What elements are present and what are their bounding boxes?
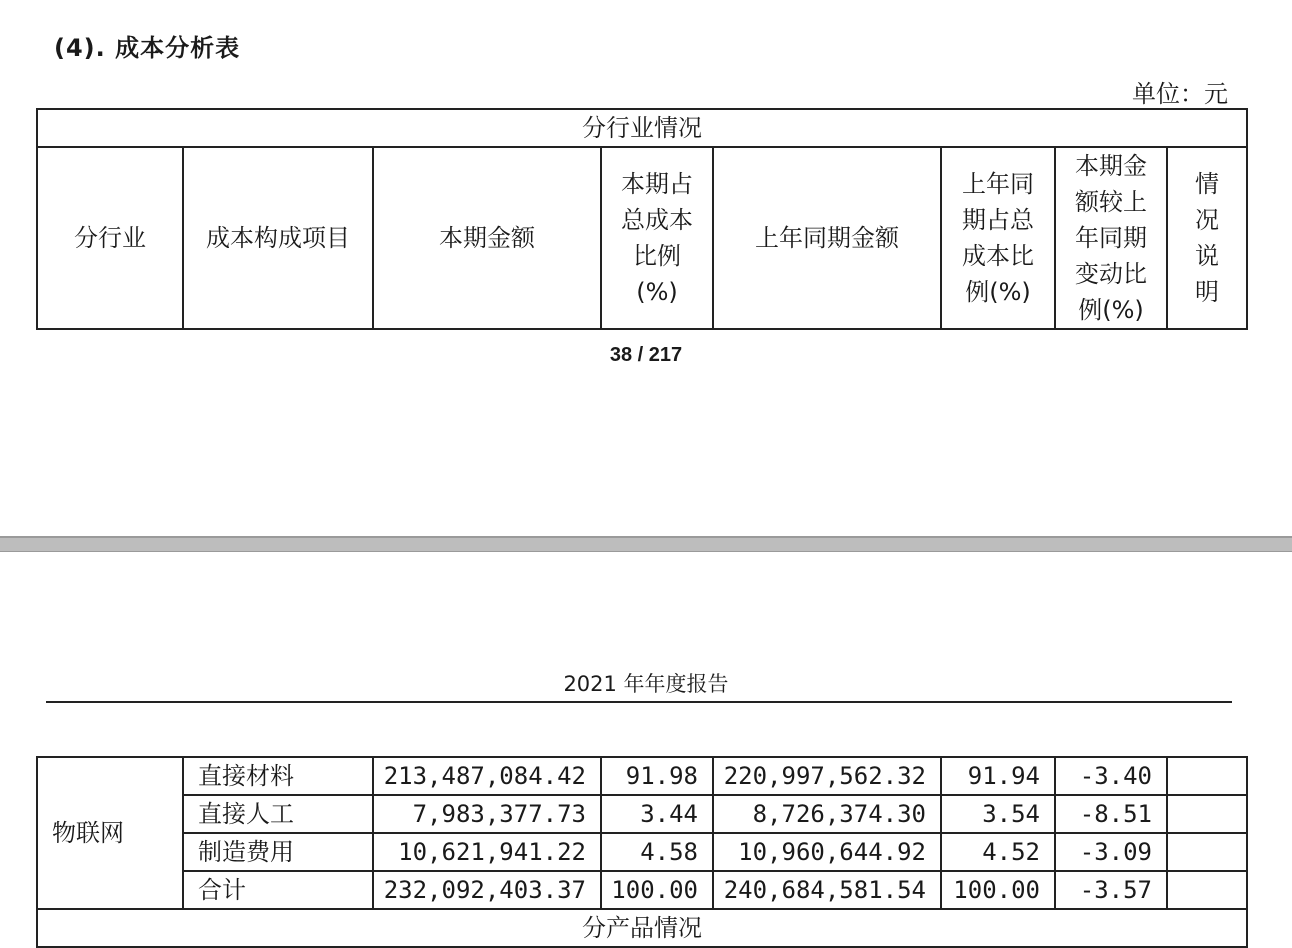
col-header-note [1167,147,1247,329]
prior-pct-cell: 4.52 [941,833,1055,871]
current-pct-cell: 100.00 [601,871,713,909]
col-header-label: 分行业 [74,224,146,252]
change-pct-cell: -3.40 [1055,757,1167,795]
cost-item-cell: 直接材料 [183,757,373,795]
note-cell [1167,871,1247,909]
col-header-industry [37,147,183,329]
col-header-current-pct [601,147,713,329]
page-separator [0,536,1292,552]
col-header-label: 上年同期金额 [755,224,899,252]
current-pct-cell: 3.44 [601,795,713,833]
cost-analysis-header-table [36,108,1248,330]
cost-item-cell: 直接人工 [183,795,373,833]
col-header-label: 本期金额 [439,224,535,252]
current-amount-cell: 213,487,084.42 [373,757,601,795]
table-row [37,871,1247,909]
current-pct-cell: 91.98 [601,757,713,795]
current-amount-cell: 232,092,403.37 [373,871,601,909]
table-row [37,833,1247,871]
prior-amount-cell: 240,684,581.54 [713,871,941,909]
current-pct-cell: 4.58 [601,833,713,871]
note-cell [1167,795,1247,833]
change-pct-cell: -3.57 [1055,871,1167,909]
page-number: 38 / 217 [609,344,683,366]
prior-amount-cell: 8,726,374.30 [713,795,941,833]
prior-amount-cell: 220,997,562.32 [713,757,941,795]
industry-cell: 物联网 [37,757,183,909]
col-header-prior-pct [941,147,1055,329]
change-pct-cell: -8.51 [1055,795,1167,833]
group-title-industry: 分行业情况 [37,109,1247,147]
prior-amount-cell: 10,960,644.92 [713,833,941,871]
table-row [37,909,1247,947]
col-header-label: 情况说明 [1195,170,1219,306]
col-header-label: 本期占总成本比例(%) [621,170,693,306]
cost-analysis-data-table [36,756,1248,948]
header-rule [46,701,1232,703]
col-header-label: 上年同期占总成本比例(%) [962,170,1034,306]
col-header-cost-item [183,147,373,329]
col-header-prior-amount [713,147,941,329]
current-amount-cell: 7,983,377.73 [373,795,601,833]
group-title-product: 分产品情况 [37,909,1247,947]
report-running-header: 2021 年年度报告 [563,672,729,696]
col-header-change-pct [1055,147,1167,329]
cost-item-cell: 合计 [183,871,373,909]
prior-pct-cell: 100.00 [941,871,1055,909]
cost-item-cell: 制造费用 [183,833,373,871]
current-amount-cell: 10,621,941.22 [373,833,601,871]
prior-pct-cell: 3.54 [941,795,1055,833]
prior-pct-cell: 91.94 [941,757,1055,795]
note-cell [1167,757,1247,795]
unit-label: 单位：元 [1132,80,1228,108]
section-title: (4). 成本分析表 [54,34,241,62]
change-pct-cell: -3.09 [1055,833,1167,871]
note-cell [1167,833,1247,871]
table-row [37,795,1247,833]
col-header-label: 成本构成项目 [206,224,350,252]
table-row [37,757,1247,795]
col-header-label: 本期金额较上年同期变动比例(%) [1075,152,1147,324]
col-header-current-amount [373,147,601,329]
